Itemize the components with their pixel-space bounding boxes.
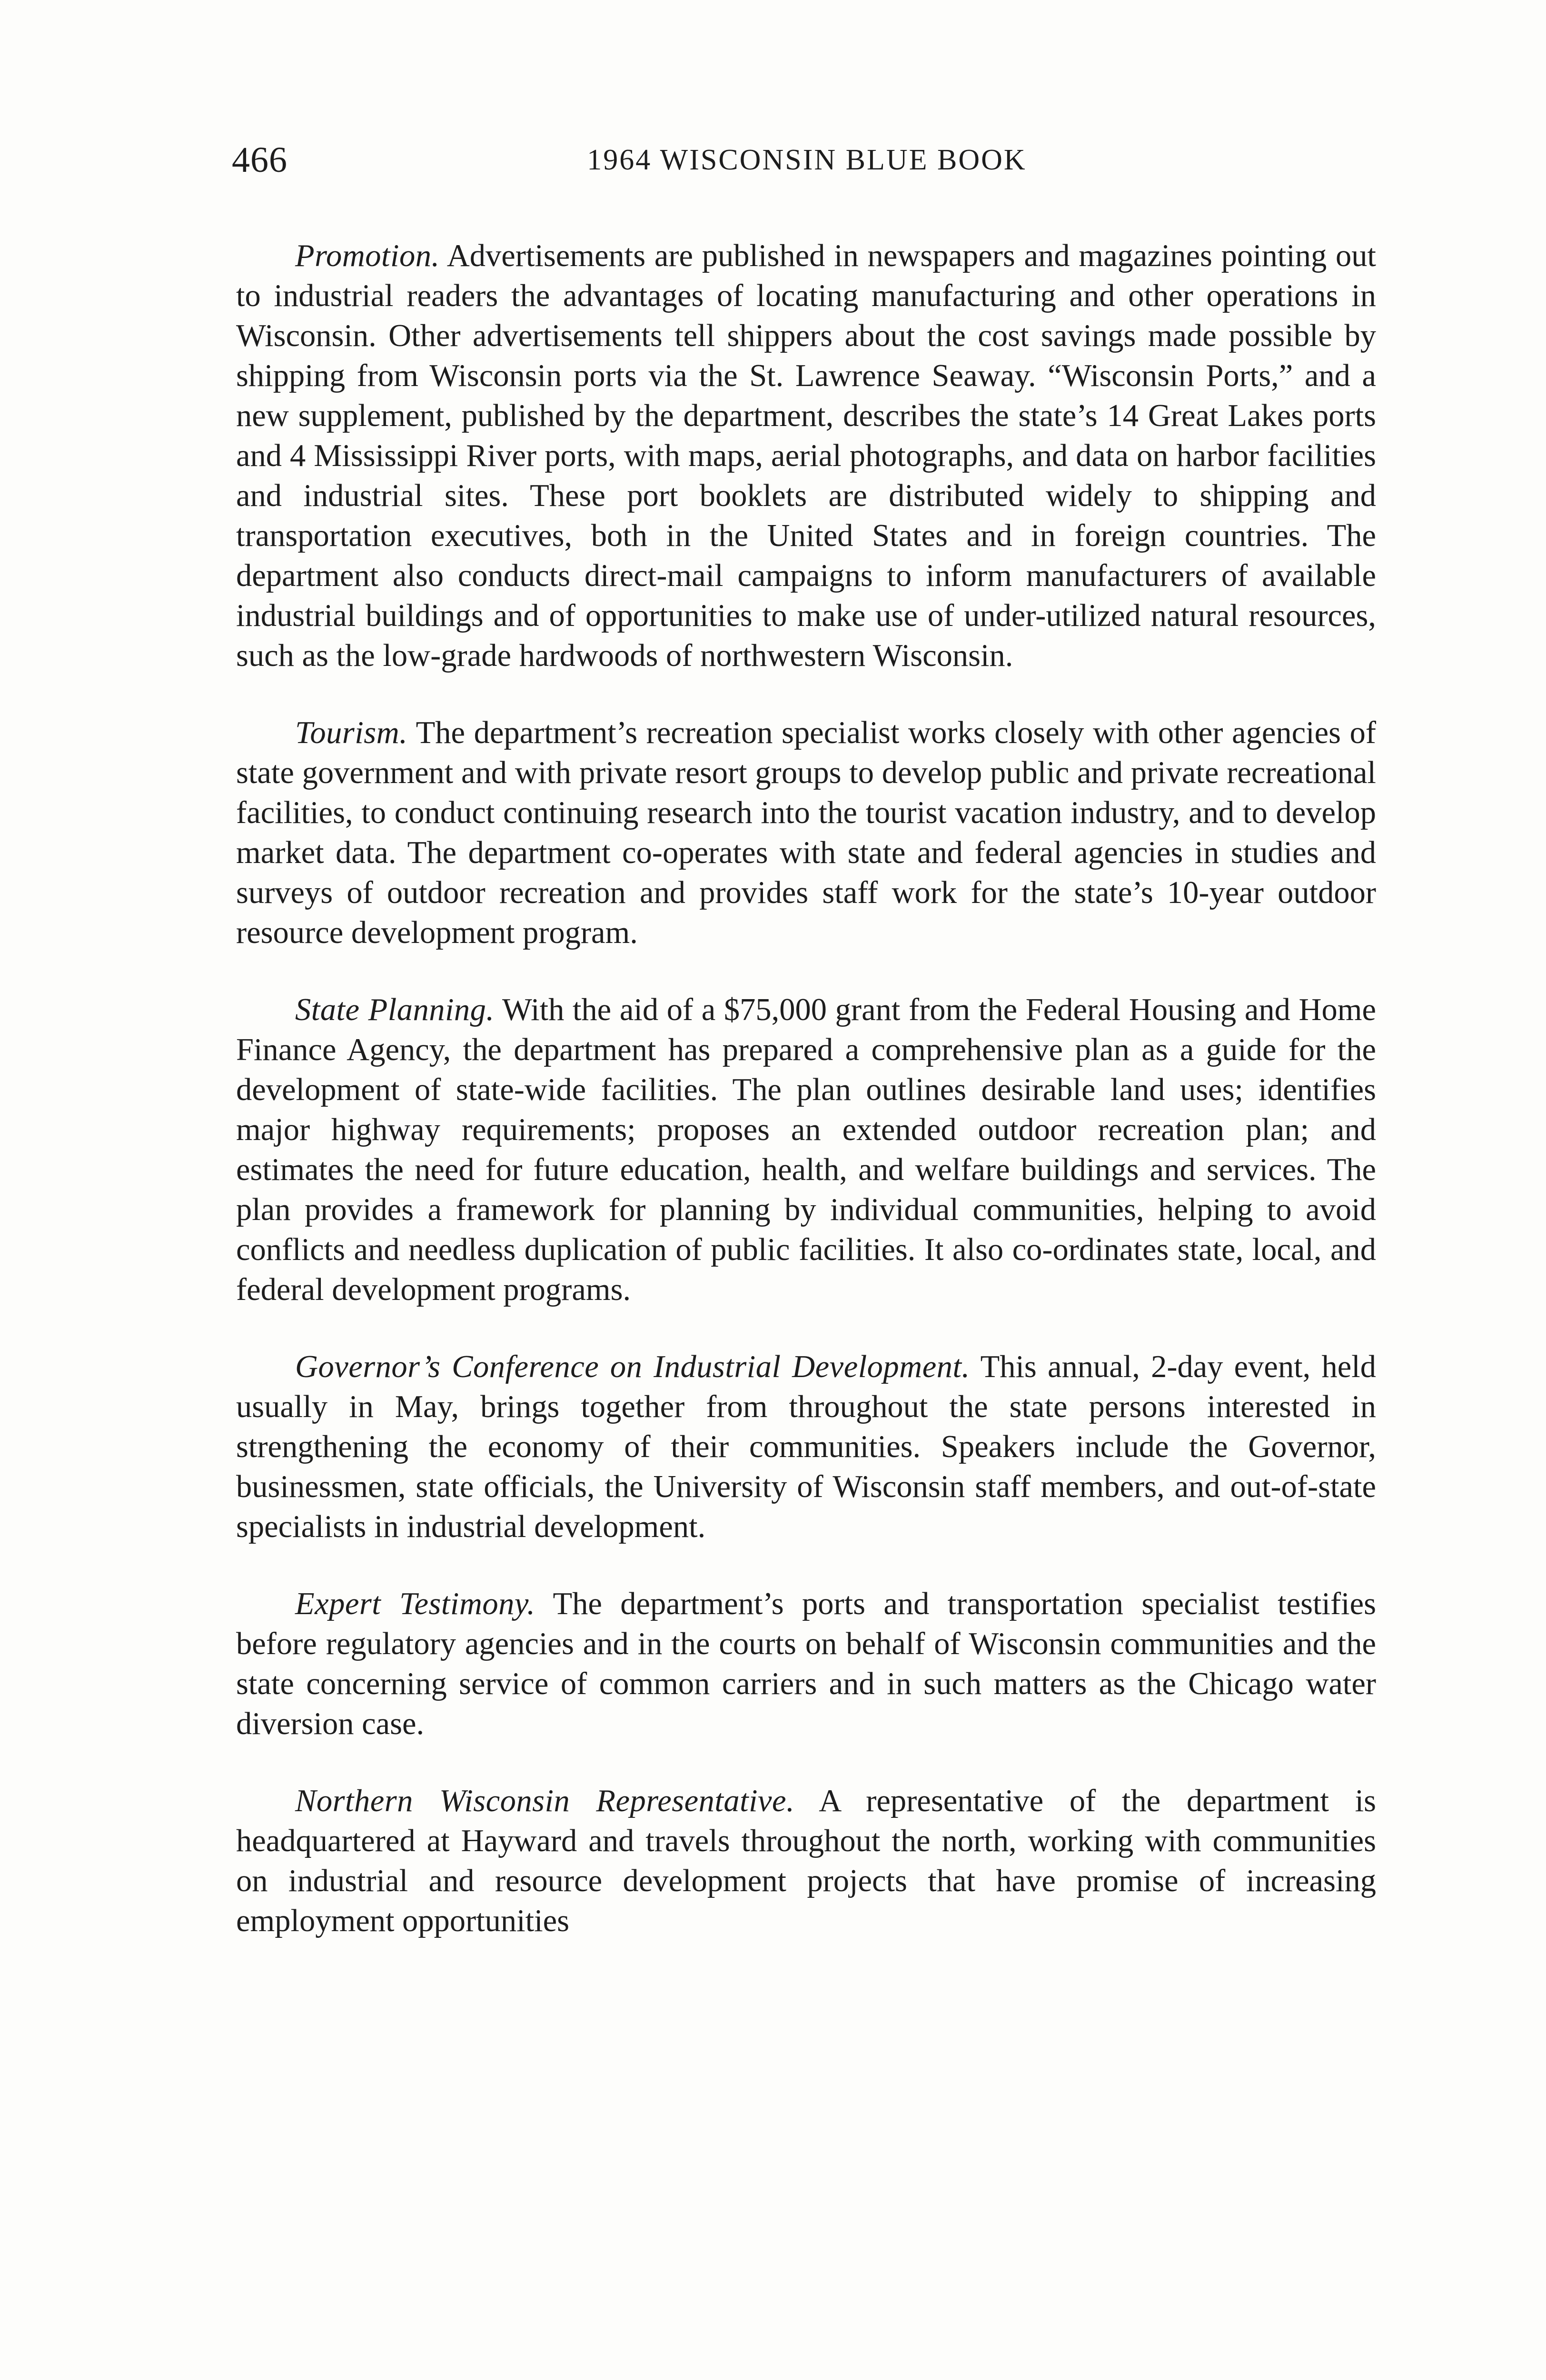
paragraph-title: Northern Wisconsin Representative. xyxy=(295,1784,795,1818)
paragraph-title: Tourism. xyxy=(295,715,408,750)
paragraph-governors-conference xyxy=(236,1347,1376,1547)
running-title: 1964 WISCONSIN BLUE BOOK xyxy=(587,144,1027,176)
paragraph-body: The department’s recreation specialist works closely with other agencies of state government and with private resort groups to develop public and private recreational facilities, to conduct continuing research into the tourist vacation industry, and to develop market data. The department co-operates with state and federal agencies in studies and surveys of outdoor recreation and provides staff work for the state’s 10-year outdoor resource development program. xyxy=(236,715,1376,950)
paragraph-state-planning xyxy=(236,990,1376,1310)
paragraph-title: Promotion. xyxy=(295,238,440,273)
body-text xyxy=(236,236,1376,1941)
paragraph-body: With the aid of a $75,000 grant from the Federal Housing and Home Finance Agency, the department has prepared a comprehensive plan as a guide for the development of state-wide facilities. The plan outlines desirable land uses; identifies major highway requirements; proposes an extended outdoor recreation plan; and estimates the need for future education, health, and welfare buildings and services. The plan provides a framework for planning by individual communities, helping to avoid conflicts and needless duplication of public facilities. It also co-ordinates state, local, and federal development programs. xyxy=(236,992,1376,1307)
page-number: 466 xyxy=(232,140,287,180)
paragraph-northern-wisconsin-representative xyxy=(236,1781,1376,1941)
paragraph-body: A representative of the department is headquartered at Hayward and travels throughout the north, working with communities on industrial and resource development projects that have promise of increasing employment opportunities xyxy=(236,1784,1376,1938)
paragraph-body: Advertisements are published in newspapers and magazines pointing out to industrial readers the advantages of locating manufacturing and other operations in Wisconsin. Other advertisements tell shippers about the cost savings made possible by shipping from Wisconsin ports via the St. Lawrence Seaway. “Wisconsin Ports,” and a new supplement, published by the department, describes the state’s 14 Great Lakes ports and 4 Mississippi River ports, with maps, aerial photographs, and data on harbor facilities and industrial sites. These port booklets are distributed widely to shipping and transportation executives, both in the United States and in foreign countries. The department also conducts direct-mail campaigns to inform manufacturers of available industrial buildings and of opportunities to make use of under-utilized natural resources, such as the low-grade hardwoods of northwestern Wisconsin. xyxy=(236,238,1376,673)
paragraph-expert-testimony xyxy=(236,1584,1376,1744)
paragraph-tourism xyxy=(236,713,1376,953)
paragraph-title: State Planning. xyxy=(295,992,495,1027)
paragraph-title: Expert Testimony. xyxy=(295,1587,535,1621)
paragraph-promotion xyxy=(236,236,1376,676)
paragraph-body: The department’s ports and transportation specialist testifies before regulatory agencies and in the courts on behalf of Wisconsin communities and the state concerning service of common carriers and in such matters as the Chicago water diversion case. xyxy=(236,1587,1377,1741)
paragraph-title: Governor’s Conference on Industrial Development. xyxy=(295,1349,970,1384)
paragraph-body: This annual, 2-day event, held usually in May, brings together from throughout the state persons interested in strengthening the economy of their communities. Speakers include the Governor, businessmen, state officials, the University of Wisconsin staff members, and out-of-state specialists in industrial development. xyxy=(236,1349,1376,1544)
